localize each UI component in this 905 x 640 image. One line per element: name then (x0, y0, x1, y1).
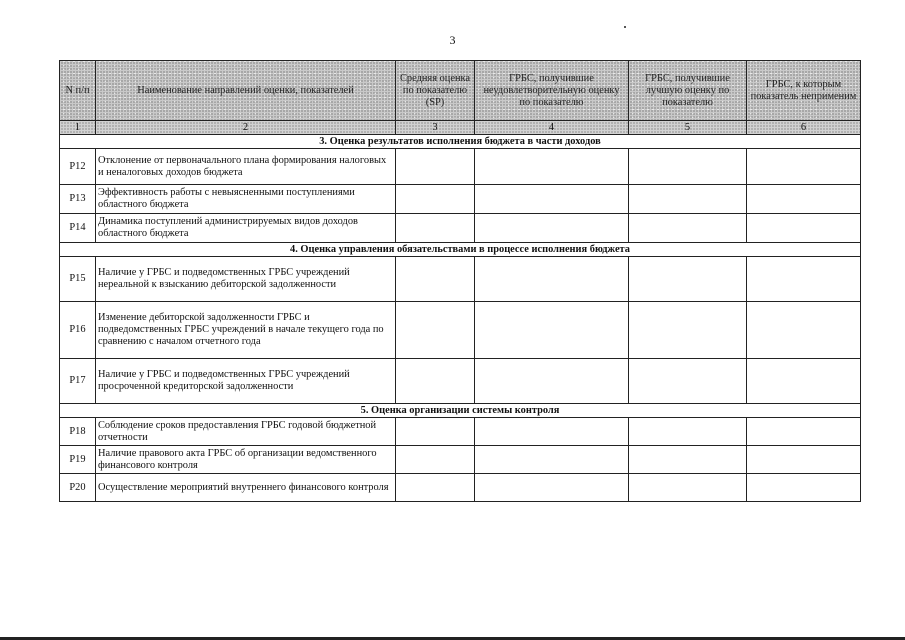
empty-cell (475, 149, 629, 185)
page-number: 3 (449, 33, 456, 47)
header-cell: Средняя оценка по показателю (SP) (396, 61, 475, 121)
header-cell: ГРБС, получившие лучшую оценку по показателю (629, 61, 747, 121)
row-code: P20 (60, 474, 96, 502)
empty-cell (747, 185, 861, 214)
empty-cell (396, 185, 475, 214)
empty-cell (629, 214, 747, 243)
row-code: P17 (60, 359, 96, 404)
empty-cell (747, 418, 861, 446)
header-cell: ГРБС, получившие неудовлетворительную оценку по показателю (475, 61, 629, 121)
column-number: 2 (96, 121, 396, 135)
section-title: 5. Оценка организации системы контроля (60, 404, 861, 418)
empty-cell (629, 257, 747, 302)
empty-cell (475, 185, 629, 214)
empty-cell (396, 446, 475, 474)
empty-cell (396, 302, 475, 359)
table-row (60, 257, 861, 302)
empty-cell (747, 474, 861, 502)
row-code: P18 (60, 418, 96, 446)
row-code: P15 (60, 257, 96, 302)
header-cell: ГРБС, к которым показатель неприменим (747, 61, 861, 121)
row-code: P14 (60, 214, 96, 243)
table-row (60, 214, 861, 243)
column-number: 1 (60, 121, 96, 135)
column-number: 6 (747, 121, 861, 135)
empty-cell (747, 149, 861, 185)
table-row (60, 359, 861, 404)
empty-cell (747, 446, 861, 474)
empty-cell (396, 214, 475, 243)
empty-cell (475, 257, 629, 302)
column-number: 4 (475, 121, 629, 135)
empty-cell (475, 446, 629, 474)
empty-cell (475, 474, 629, 502)
section-title: 4. Оценка управления обязательствами в процессе исполнения бюджета (60, 243, 861, 257)
empty-cell (629, 149, 747, 185)
empty-cell (396, 257, 475, 302)
empty-cell (629, 359, 747, 404)
empty-cell (396, 149, 475, 185)
column-number: 3 (396, 121, 475, 135)
row-name: Соблюдение сроков предоставления ГРБС годовой бюджетной отчетности (96, 418, 396, 446)
empty-cell (629, 185, 747, 214)
empty-cell (629, 302, 747, 359)
empty-cell (475, 302, 629, 359)
row-name: Наличие правового акта ГРБС об организации ведомственного финансового контроля (96, 446, 396, 474)
table-row (60, 185, 861, 214)
section-heading-row (60, 404, 861, 418)
empty-cell (747, 257, 861, 302)
section-heading-row (60, 135, 861, 149)
column-number: 5 (629, 121, 747, 135)
header-cell: N п/п (60, 61, 96, 121)
empty-cell (747, 214, 861, 243)
row-code: P19 (60, 446, 96, 474)
table-row (60, 418, 861, 446)
empty-cell (475, 418, 629, 446)
table-row (60, 302, 861, 359)
scan-speck (624, 26, 626, 28)
table-row (60, 474, 861, 502)
table-row (60, 149, 861, 185)
table-row (60, 446, 861, 474)
section-heading-row (60, 243, 861, 257)
row-code: P16 (60, 302, 96, 359)
empty-cell (629, 418, 747, 446)
header-row (60, 61, 861, 121)
empty-cell (475, 359, 629, 404)
row-name: Динамика поступлений администрируемых видов доходов областного бюджета (96, 214, 396, 243)
row-name: Эффективность работы с невыясненными поступлениями областного бюджета (96, 185, 396, 214)
empty-cell (747, 359, 861, 404)
empty-cell (396, 418, 475, 446)
row-code: P13 (60, 185, 96, 214)
row-name: Отклонение от первоначального плана формирования налоговых и неналоговых доходов бюджета (96, 149, 396, 185)
empty-cell (396, 359, 475, 404)
empty-cell (629, 474, 747, 502)
section-title: 3. Оценка результатов исполнения бюджета в части доходов (60, 135, 861, 149)
evaluation-table (59, 60, 861, 502)
empty-cell (396, 474, 475, 502)
row-code: P12 (60, 149, 96, 185)
row-name: Изменение дебиторской задолженности ГРБС и подведомственных ГРБС учреждений в начале текущего года по сравнению с началом отчетного года (96, 302, 396, 359)
empty-cell (475, 214, 629, 243)
column-number-row (60, 121, 861, 135)
row-name: Осуществление мероприятий внутреннего финансового контроля (96, 474, 396, 502)
empty-cell (629, 446, 747, 474)
row-name: Наличие у ГРБС и подведомственных ГРБС учреждений просроченной кредиторской задолженности (96, 359, 396, 404)
row-name: Наличие у ГРБС и подведомственных ГРБС учреждений нереальной к взысканию дебиторской задолженности (96, 257, 396, 302)
header-cell: Наименование направлений оценки, показателей (96, 61, 396, 121)
empty-cell (747, 302, 861, 359)
